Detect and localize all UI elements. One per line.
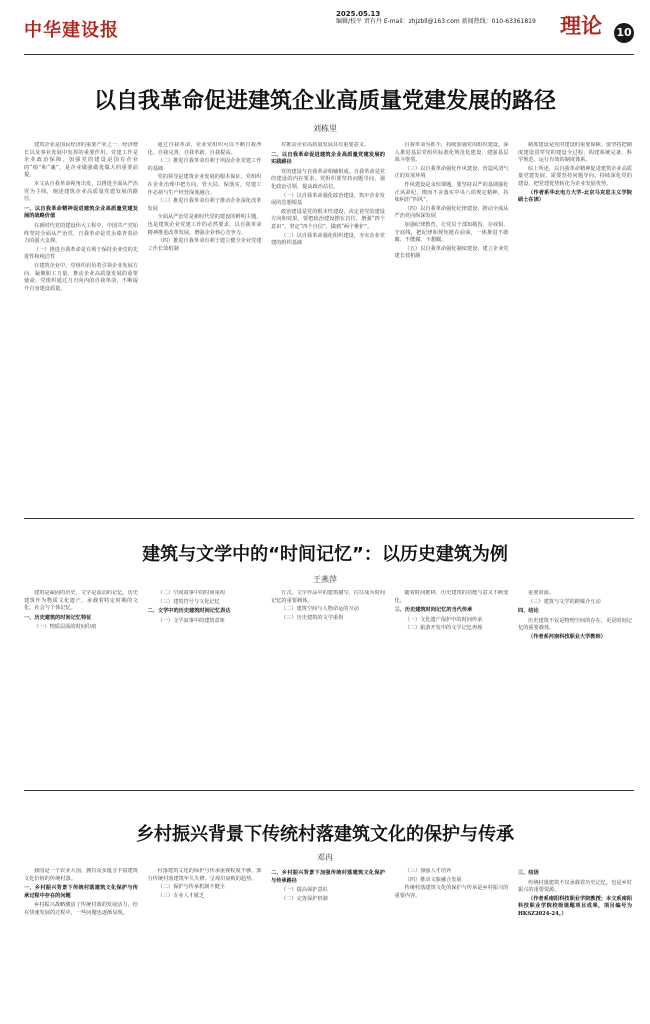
paragraph: 本文从自我革命视角出发，以推进全面从严治党为主线，阐述建筑企业高质量党建发展的路径。 bbox=[24, 180, 138, 203]
article-author: 王燕萍 bbox=[313, 575, 337, 584]
page-number-badge: 10 bbox=[614, 23, 634, 43]
paragraph: 村落建筑文化的保护与传承重视程度不够，部分传统村落建筑年久失修，呈现出衰败的趋势。 bbox=[147, 868, 262, 882]
paragraph: 重要资源。 bbox=[528, 590, 554, 596]
paragraph: 传统村落建筑不仅承载着历史记忆，也是乡村振兴的重要资源。 bbox=[518, 879, 632, 894]
paragraph: （四）以自我革命强化纪律建设，推动全面从严治党向纵深发展 bbox=[394, 205, 509, 220]
paragraph: 乡村振兴战略激活了传统村落的发展活力，但在快速发展的过程中，一些问题也逐渐显现。 bbox=[24, 902, 138, 916]
paragraph: 政治建设是党的根本性建设，决定着党的建设方向和效果，要把政治建设摆在首位，增强“四个意识”、坚定“四个自信”、做到“两个维护”。 bbox=[271, 208, 385, 230]
paragraph: 在建筑企业中，党组织肩负着引领企业发展方向、凝聚职工力量、推动企业高质量发展的重要使命。党组织通过刀刃向内的自我革命，不断提升自身建设质量。 bbox=[24, 262, 138, 292]
paragraph: （三）推进自我革命有利于推动企业深化改革发展 bbox=[147, 198, 262, 212]
article-divider bbox=[24, 790, 634, 791]
subheading: 一、历史建筑的时间记忆特征 bbox=[24, 614, 92, 621]
paragraph: （一）物质层面的时间印痕 bbox=[34, 624, 97, 631]
paragraph: （三）以自我革命强化作风建设，营造风清气正的发展环境 bbox=[394, 165, 509, 180]
paragraph: （三）建筑符号与文化记忆 bbox=[157, 598, 220, 605]
paragraph: （四）推动文旅融合发展 bbox=[404, 876, 462, 883]
paragraph: （三）建筑与文学的跨媒介互动 bbox=[528, 598, 601, 605]
author-note: （作者系河南科技职业大学教师） bbox=[528, 633, 606, 640]
author-note: （作者系华北电力大学-北京马克思主义学院硕士在读） bbox=[518, 189, 632, 203]
subheading: 一、乡村振兴背景下传统村落建筑文化保护与传承过程中存在的问题 bbox=[24, 885, 138, 899]
text-column bbox=[518, 142, 632, 512]
paragraph: （三）加强人才培养 bbox=[404, 868, 452, 874]
subheading: 一、以自我革命精神促进建筑企业高质量党建发展的战略价值 bbox=[24, 205, 138, 220]
issue-date: 2025.05.13 bbox=[336, 10, 381, 18]
paragraph: （二）推进自我革命有利于巩固企业党建工作的基础 bbox=[147, 158, 262, 172]
editor-line: 编辑/校平 责有丹 E-mail：zhjzbll@163.com 新闻热线：010-63361819 bbox=[336, 18, 536, 25]
article-body bbox=[24, 868, 632, 1016]
subheading: 二、文学中的历史建筑时间记忆表达 bbox=[147, 608, 231, 615]
paragraph: 制度建设是党的建设的重要保障。要坚持把制度建设贯穿党的建设全过程，构建系统完备、科学规范、运行有效的制度体系。 bbox=[518, 142, 632, 164]
text-column bbox=[271, 590, 385, 782]
paragraph: （一）以自我革命强化政治建设，筑牢企业发展的思想根基 bbox=[271, 192, 385, 207]
subheading: 三、结语 bbox=[518, 870, 539, 876]
section-title: 理论 bbox=[560, 14, 602, 38]
paragraph: 在新时代党的建设伟大工程中，中国共产党始终坚持全面从严治党，自我革命是党永葆青春活力的强大支撑。 bbox=[24, 222, 138, 245]
text-column bbox=[518, 590, 632, 782]
paragraph: （四）推进自我革命有利于建立健全企业党建工作长效机制 bbox=[147, 238, 262, 252]
subheading: 二、以自我革命促进建筑企业高质量党建发展的实践路径 bbox=[271, 151, 385, 166]
newspaper-logo: 中华建设报 bbox=[24, 20, 119, 41]
text-column bbox=[24, 142, 138, 512]
text-column bbox=[395, 142, 509, 512]
paragraph: 传统村落建筑文化的保护与传承是乡村振兴的重要内容。 bbox=[394, 885, 509, 899]
text-column bbox=[148, 142, 262, 512]
paragraph: 全面从严治党是新时代党的建设的鲜明主题，也是建筑企业党建工作的必然要求，以自我革命精神推进改革发展，增强企业核心竞争力。 bbox=[147, 214, 262, 236]
text-column bbox=[395, 590, 509, 782]
subheading: 三、历史建筑时间记忆的当代传承 bbox=[394, 607, 473, 614]
paragraph: （一）文化遗产保护中的时间传承 bbox=[404, 616, 483, 623]
paragraph: 对推动企业高质量发展具有重要意义。 bbox=[281, 142, 370, 148]
article-body bbox=[24, 590, 632, 782]
paragraph: （二）以自我革命强化组织建设，夯实企业党建的组织基础 bbox=[271, 232, 385, 247]
text-column bbox=[24, 590, 138, 782]
paragraph: 作风建设是永恒课题。要坚持以严的基调强化正风肃纪，锲而不舍落实中央八项规定精神，持续纠治“四风”。 bbox=[394, 181, 509, 204]
issue-info bbox=[336, 10, 536, 26]
article-title: 以自我革命促进建筑企业高质量党建发展的路径 bbox=[93, 89, 556, 114]
text-column bbox=[271, 142, 385, 512]
paragraph: （三）专业人才匮乏 bbox=[157, 892, 205, 899]
paragraph: 加强纪律教育，让党员干部知敬畏、存戒惧、守底线，把纪律和规矩挺在前面，一体推进不敢腐、不能腐、不想腐。 bbox=[394, 221, 509, 244]
paragraph: 党的领导是建筑企业发展的根本保证。党组织在企业治理中把方向、管大局、保落实，党建工作必须与生产经营深度融合。 bbox=[147, 174, 262, 196]
paragraph: 党的建设与自我革命相辅相成。自我革命是党的建设的内在要求，党组织要坚持问题导向，强化政治引领，提高政治站位。 bbox=[271, 168, 385, 190]
article-author: 刘栋里 bbox=[313, 124, 337, 133]
text-column bbox=[271, 868, 385, 1016]
paragraph: （二）旅游开发中的文学记忆再现 bbox=[404, 625, 483, 632]
paragraph: （五）以自我革命强化制度建设，建立企业党建长效机制 bbox=[394, 245, 509, 260]
subheading: 四、结论 bbox=[518, 608, 539, 615]
paragraph: （一）提高保护意识 bbox=[281, 887, 328, 894]
paragraph: （一）推进自我革命是有利于保持企业党的先进性和纯洁性 bbox=[24, 246, 138, 261]
article-title: 建筑与文学中的“时间记忆”：以历史建筑为例 bbox=[142, 544, 508, 565]
text-column bbox=[518, 868, 632, 1016]
paragraph: （二）空间叙事中的时间重构 bbox=[157, 590, 225, 596]
author-note: （作者系南阳科技职业学院教授；本文系南阳科技职业学院校级课题项目成果，项目编号为HKSZ2024-24。） bbox=[518, 895, 632, 917]
paragraph: 建筑是凝固的历史，文学是流动的记忆。历史建筑作为物质文化遗产，承载着特定时期的文化、社会与个体记忆。 bbox=[24, 590, 138, 612]
paragraph: 方式。文学作品中的建筑描写，往往成为时间记忆的重要载体。 bbox=[271, 590, 385, 604]
masthead bbox=[0, 0, 650, 58]
article-body bbox=[24, 142, 632, 512]
article-divider bbox=[24, 518, 634, 519]
text-column bbox=[395, 868, 509, 1016]
paragraph: 综上所述，以自我革命精神促进建筑企业高质量党建发展，需要坚持问题导向，持续深化党的建设，把党建优势转化为企业发展优势。 bbox=[518, 165, 632, 187]
paragraph: （二）完善保护机制 bbox=[281, 895, 328, 902]
text-column bbox=[24, 868, 138, 1016]
paragraph: （一）文学叙事中的建筑意象 bbox=[157, 617, 225, 624]
paragraph: （二）保护与传承机制不健全 bbox=[157, 884, 225, 891]
subheading: 二、乡村振兴背景下加强传统村落建筑文化保护与传承路径 bbox=[271, 870, 385, 884]
paragraph: （二）建筑空间与人物命运的互动 bbox=[281, 606, 359, 613]
paragraph: （三）历史建筑的文学重构 bbox=[281, 614, 344, 621]
paragraph: 随着时间推移，历史建筑的功能与意义不断变化。 bbox=[394, 590, 509, 604]
paragraph: 自我革命为抓手，持续加强党的组织建设，深入推进基层党组织标准化规范化建设，建强基层战斗堡垒。 bbox=[394, 142, 509, 164]
paragraph: 通过自我革命，企业党组织可以不断自我净化、自我完善、自我革新、自我提高。 bbox=[147, 142, 262, 156]
text-column bbox=[148, 590, 262, 782]
text-column bbox=[148, 868, 262, 1016]
paragraph: 建筑企业是国民经济的重要产业之一，经济增长以及事业发展中发挥的重要作用。党建工作是企业政治保障，加强党的建设是国有企业的“根”和“魂”，是企业做强做优做大的重要前提。 bbox=[24, 142, 138, 179]
header-rule bbox=[24, 54, 634, 55]
article-title: 乡村振兴背景下传统村落建筑文化的保护与传承 bbox=[136, 824, 514, 845]
paragraph: 我国是一个农业大国，拥有众多蕴含丰富建筑文化价值的传统村落。 bbox=[24, 868, 138, 882]
article-author: 邓冉 bbox=[317, 853, 333, 862]
paragraph: 历史建筑不仅是物理空间的存在，更是时间记忆的重要载体。 bbox=[518, 617, 632, 632]
